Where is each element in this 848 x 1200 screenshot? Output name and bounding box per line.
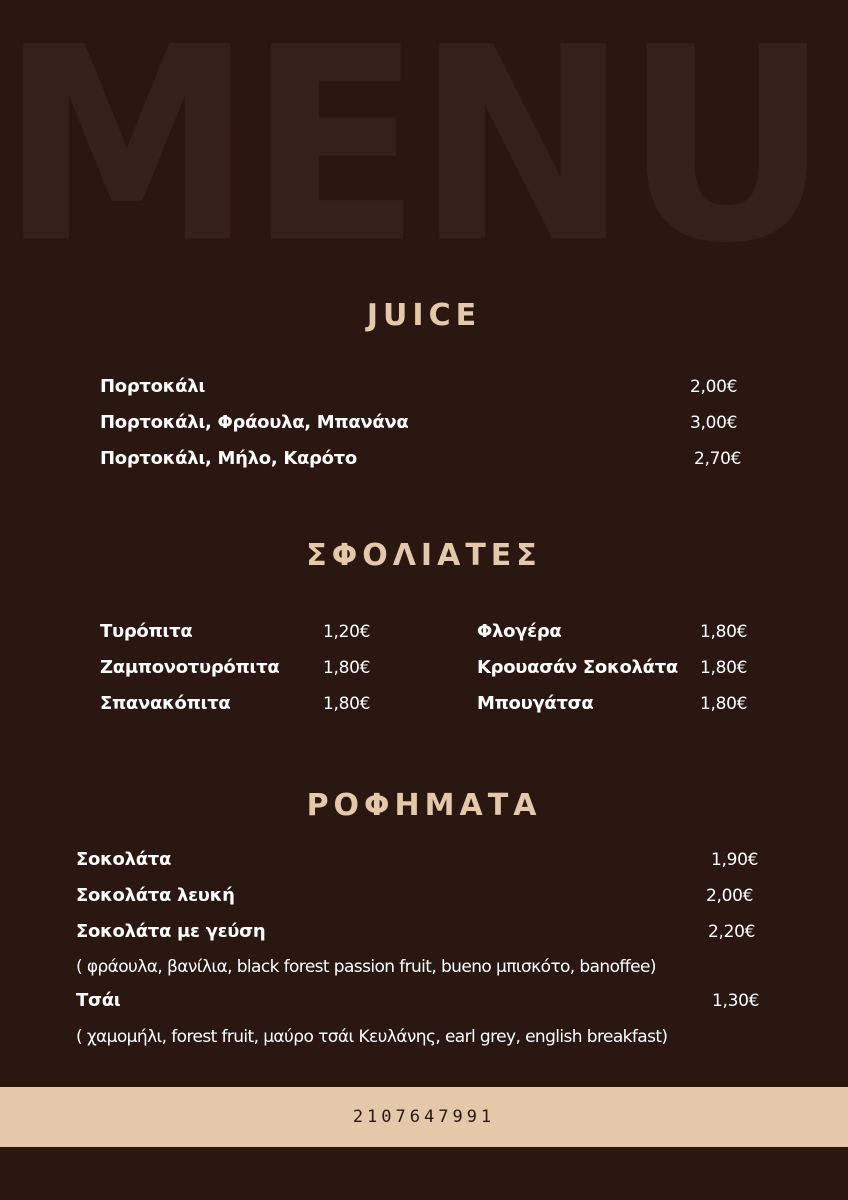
phone-number: 2107647991 — [352, 1107, 496, 1127]
pastry-item-price: 1,80€ — [323, 658, 371, 678]
drink-item-name: Σοκολάτα — [76, 849, 172, 870]
pastry-item-price: 1,80€ — [700, 658, 748, 678]
pastry-item-name: Κρουασάν Σοκολάτα — [477, 657, 678, 678]
juice-title: JUICE — [366, 298, 482, 333]
pastry-item-price: 1,80€ — [700, 694, 748, 714]
tea-price: 1,30€ — [712, 991, 760, 1011]
pastry-item-name: Φλογέρα — [477, 621, 562, 642]
juice-item-price: 2,00€ — [690, 377, 738, 397]
pastry-item-price: 1,80€ — [700, 622, 748, 642]
drink-item-name: Σοκολάτα με γεύση — [76, 921, 266, 942]
footer-bar — [0, 1087, 848, 1147]
pastry-item-name: Μπουγάτσα — [477, 693, 594, 714]
tea-name: Τσάι — [76, 990, 121, 1011]
tea-flavors-note: ( χαμομήλι, forest fruit, μαύρο τσάι Κευλάνης, earl grey, english breakfast) — [76, 1027, 668, 1047]
pastry-item-name: Ζαμπονοτυρόπιτα — [100, 657, 280, 678]
drinks-title: ΡΟΦΗΜΑΤΑ — [306, 788, 542, 823]
juice-item-name: Πορτοκάλι — [100, 376, 206, 397]
pastry-item-name: Τυρόπιτα — [100, 621, 193, 642]
pastries-title: ΣΦΟΛΙΑΤΕΣ — [306, 538, 542, 573]
drink-item-name: Σοκολάτα λευκή — [76, 885, 235, 906]
pastry-item-price: 1,20€ — [323, 622, 371, 642]
juice-item-name: Πορτοκάλι, Φράουλα, Μπανάνα — [100, 412, 409, 433]
drink-item-price: 2,20€ — [708, 922, 756, 942]
juice-item-price: 2,70€ — [694, 449, 742, 469]
juice-item-price: 3,00€ — [690, 413, 738, 433]
juice-item-name: Πορτοκάλι, Μήλο, Καρότο — [100, 448, 357, 469]
pastry-item-name: Σπανακόπιτα — [100, 693, 231, 714]
drink-item-price: 2,00€ — [706, 886, 754, 906]
pastry-item-price: 1,80€ — [323, 694, 371, 714]
chocolate-flavors-note: ( φράουλα, βανίλια, black forest passion fruit, bueno μπισκότο, banoffee) — [76, 957, 656, 977]
menu-watermark: MENU — [0, 15, 825, 279]
drink-item-price: 1,90€ — [711, 850, 759, 870]
